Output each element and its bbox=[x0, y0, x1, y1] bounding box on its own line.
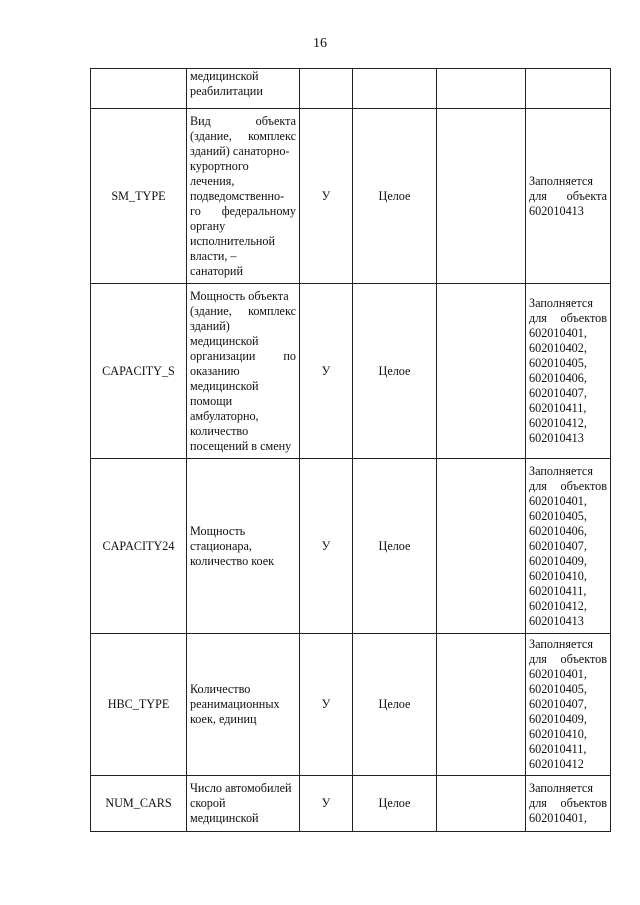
note-line: 602010413 bbox=[529, 613, 584, 628]
note-cell bbox=[526, 284, 611, 459]
note-line: 602010412, bbox=[529, 598, 587, 613]
note-line: для объекта bbox=[529, 188, 607, 203]
empty-cell bbox=[437, 284, 526, 459]
requirement-cell: У bbox=[300, 634, 353, 776]
field-description-cell bbox=[187, 634, 300, 776]
description-line: санаторий bbox=[190, 263, 243, 278]
note-cell bbox=[526, 776, 611, 832]
note-line: Заполняется bbox=[529, 173, 593, 188]
description-line: органу bbox=[190, 218, 226, 233]
requirement-cell bbox=[300, 69, 353, 109]
requirement-cell: У bbox=[300, 284, 353, 459]
note-line: 602010411, bbox=[529, 401, 587, 415]
requirement-cell: У bbox=[300, 109, 353, 284]
note-line: Заполняется bbox=[529, 781, 593, 795]
description-line: количество коек bbox=[190, 553, 275, 568]
field-description-cell bbox=[187, 776, 300, 832]
empty-cell bbox=[437, 109, 526, 284]
description-line: помощи bbox=[190, 393, 233, 408]
attributes-table bbox=[90, 68, 611, 832]
description-line: зданий) bbox=[190, 318, 230, 333]
field-code-cell: SM_TYPE bbox=[91, 109, 187, 284]
note-line: 602010407, bbox=[529, 697, 587, 711]
note-line: 602010401, bbox=[529, 667, 587, 681]
requirement-cell: У bbox=[300, 459, 353, 634]
empty-cell bbox=[437, 634, 526, 776]
description-line: медицинской bbox=[190, 378, 259, 393]
description-line: организации по bbox=[190, 348, 296, 363]
note-line: 602010405, bbox=[529, 356, 587, 370]
description-line: лечения, bbox=[190, 173, 235, 188]
description-line: подведомственно- bbox=[190, 188, 285, 203]
description-line: количество bbox=[190, 423, 249, 438]
note-line: 602010406, bbox=[529, 523, 587, 538]
note-line: 602010409, bbox=[529, 553, 587, 568]
field-code-cell: CAPACITY_S bbox=[91, 284, 187, 459]
requirement-cell: У bbox=[300, 776, 353, 832]
description-line: власти, – bbox=[190, 248, 237, 263]
description-line: скорой bbox=[190, 796, 226, 810]
table-row bbox=[91, 459, 611, 634]
note-line: 602010411, bbox=[529, 583, 587, 598]
description-line: стационара, bbox=[190, 538, 252, 553]
note-cell bbox=[526, 69, 611, 109]
page-number: 16 bbox=[313, 36, 327, 51]
note-line: для объектов bbox=[529, 652, 607, 666]
note-line: 602010410, bbox=[529, 568, 587, 583]
note-line: 602010412, bbox=[529, 416, 587, 430]
data-type-cell bbox=[353, 69, 437, 109]
note-line: 602010409, bbox=[529, 712, 587, 726]
data-type-cell: Целое bbox=[353, 284, 437, 459]
description-line: медицинской bbox=[190, 69, 259, 83]
note-line: для объектов bbox=[529, 796, 607, 810]
description-line: го федеральному bbox=[190, 203, 296, 218]
table-row bbox=[91, 69, 611, 109]
field-code-cell: NUM_CARS bbox=[91, 776, 187, 832]
empty-cell bbox=[437, 776, 526, 832]
note-line: Заполняется bbox=[529, 463, 593, 478]
description-line: исполнительной bbox=[190, 233, 276, 248]
table-row bbox=[91, 109, 611, 284]
field-code-cell bbox=[91, 69, 187, 109]
field-description-cell bbox=[187, 109, 300, 284]
note-line: 602010410, bbox=[529, 727, 587, 741]
note-line: 602010413 bbox=[529, 431, 584, 445]
note-line: для объектов bbox=[529, 478, 607, 493]
field-description-cell bbox=[187, 284, 300, 459]
description-line: посещений в смену bbox=[190, 438, 292, 453]
note-line: 602010402, bbox=[529, 341, 587, 355]
description-line: медицинской bbox=[190, 811, 259, 825]
note-line: 602010412 bbox=[529, 757, 584, 771]
data-type-cell: Целое bbox=[353, 109, 437, 284]
field-code-cell: CAPACITY24 bbox=[91, 459, 187, 634]
note-line: 602010413 bbox=[529, 203, 584, 218]
note-cell bbox=[526, 634, 611, 776]
description-line: Вид объекта bbox=[190, 113, 296, 128]
empty-cell bbox=[437, 69, 526, 109]
description-line: Количество bbox=[190, 682, 251, 696]
note-line: 602010405, bbox=[529, 508, 587, 523]
description-line: Число автомобилей bbox=[190, 781, 292, 795]
description-line: реабилитации bbox=[190, 84, 263, 98]
note-line: 602010406, bbox=[529, 371, 587, 385]
description-line: (здание, комплекс bbox=[190, 303, 296, 318]
table-row bbox=[91, 284, 611, 459]
description-line: (здание, комплекс bbox=[190, 128, 296, 143]
field-code-cell: HBC_TYPE bbox=[91, 634, 187, 776]
data-type-cell: Целое bbox=[353, 634, 437, 776]
note-line: 602010411, bbox=[529, 742, 587, 756]
note-line: Заполняется bbox=[529, 296, 593, 310]
note-line: 602010401, bbox=[529, 811, 587, 825]
note-line: 602010405, bbox=[529, 682, 587, 696]
note-cell bbox=[526, 109, 611, 284]
note-line: 602010407, bbox=[529, 538, 587, 553]
note-line: для объектов bbox=[529, 311, 607, 325]
field-description-cell bbox=[187, 69, 300, 109]
description-line: оказанию bbox=[190, 363, 240, 378]
note-line: 602010401, bbox=[529, 493, 587, 508]
data-type-cell: Целое bbox=[353, 459, 437, 634]
description-line: курортного bbox=[190, 158, 249, 173]
description-line: Мощность объекта bbox=[190, 288, 289, 303]
note-line: 602010407, bbox=[529, 386, 587, 400]
note-line: Заполняется bbox=[529, 637, 593, 651]
table-row bbox=[91, 776, 611, 832]
description-line: медицинской bbox=[190, 333, 259, 348]
note-cell bbox=[526, 459, 611, 634]
description-line: Мощность bbox=[190, 523, 246, 538]
note-line: 602010401, bbox=[529, 326, 587, 340]
description-line: коек, единиц bbox=[190, 712, 257, 726]
description-line: реанимационных bbox=[190, 697, 280, 711]
field-description-cell bbox=[187, 459, 300, 634]
description-line: амбулаторно, bbox=[190, 408, 259, 423]
empty-cell bbox=[437, 459, 526, 634]
description-line: зданий) санаторно- bbox=[190, 143, 290, 158]
data-type-cell: Целое bbox=[353, 776, 437, 832]
table-row bbox=[91, 634, 611, 776]
